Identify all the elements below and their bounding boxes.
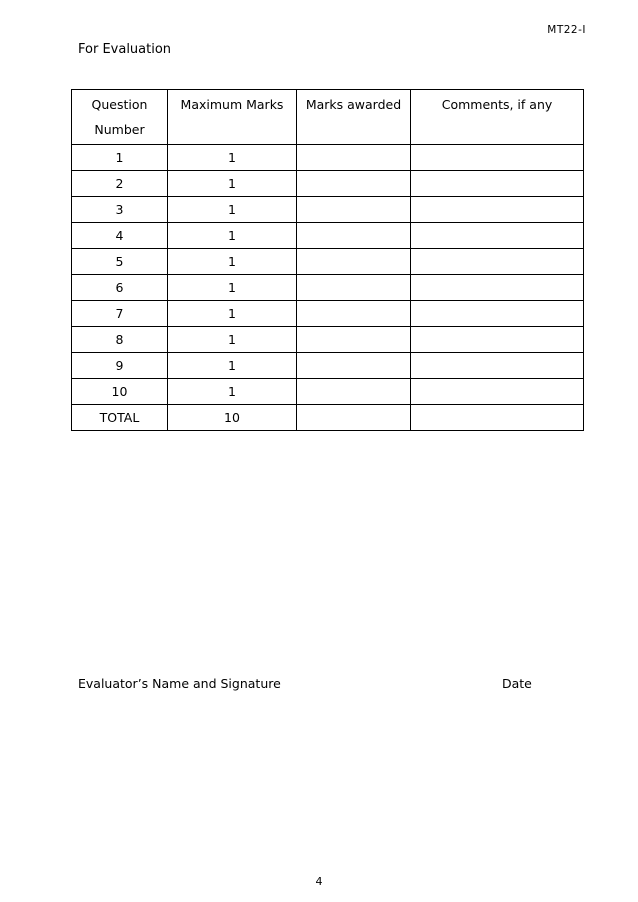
marks-awarded-cell[interactable] xyxy=(297,197,411,223)
header-marks-awarded: Marks awarded xyxy=(297,90,411,145)
max-marks-cell: 1 xyxy=(168,301,297,327)
table-row xyxy=(72,197,584,223)
max-marks-cell: 1 xyxy=(168,249,297,275)
question-number-cell: 2 xyxy=(72,171,168,197)
comments-cell[interactable] xyxy=(411,379,584,405)
max-marks-cell: 1 xyxy=(168,197,297,223)
header-maximum-marks: Maximum Marks xyxy=(168,90,297,145)
max-marks-cell: 1 xyxy=(168,379,297,405)
comments-cell[interactable] xyxy=(411,223,584,249)
max-marks-cell: 1 xyxy=(168,171,297,197)
question-number-cell: 4 xyxy=(72,223,168,249)
max-marks-cell: 1 xyxy=(168,353,297,379)
marks-awarded-cell[interactable] xyxy=(297,223,411,249)
max-marks-cell: 1 xyxy=(168,223,297,249)
total-max-marks-cell: 10 xyxy=(168,405,297,431)
table-row xyxy=(72,353,584,379)
page-number: 4 xyxy=(315,875,323,888)
max-marks-cell: 1 xyxy=(168,145,297,171)
section-heading: For Evaluation xyxy=(78,42,172,57)
marks-awarded-cell[interactable] xyxy=(297,249,411,275)
table-row xyxy=(72,145,584,171)
marks-awarded-cell[interactable] xyxy=(297,275,411,301)
marks-awarded-cell[interactable] xyxy=(297,171,411,197)
total-label-cell: TOTAL xyxy=(72,405,168,431)
table-row xyxy=(72,327,584,353)
header-question-number: Question Number xyxy=(72,90,168,145)
question-number-cell: 8 xyxy=(72,327,168,353)
table-row xyxy=(72,275,584,301)
question-number-cell: 9 xyxy=(72,353,168,379)
comments-cell[interactable] xyxy=(411,353,584,379)
document-code: MT22-I xyxy=(547,24,586,36)
table-row xyxy=(72,171,584,197)
table-row xyxy=(72,379,584,405)
comments-cell[interactable] xyxy=(411,197,584,223)
total-row xyxy=(72,405,584,431)
table-header-row xyxy=(72,90,584,145)
comments-cell[interactable] xyxy=(411,327,584,353)
marks-awarded-cell[interactable] xyxy=(297,301,411,327)
max-marks-cell: 1 xyxy=(168,275,297,301)
table-row xyxy=(72,249,584,275)
date-label: Date xyxy=(502,676,532,691)
question-number-cell: 7 xyxy=(72,301,168,327)
total-marks-awarded-cell[interactable] xyxy=(297,405,411,431)
comments-cell[interactable] xyxy=(411,171,584,197)
marks-awarded-cell[interactable] xyxy=(297,379,411,405)
marks-awarded-cell[interactable] xyxy=(297,145,411,171)
comments-cell[interactable] xyxy=(411,249,584,275)
question-number-cell: 1 xyxy=(72,145,168,171)
question-number-cell: 6 xyxy=(72,275,168,301)
comments-cell[interactable] xyxy=(411,275,584,301)
table-row xyxy=(72,301,584,327)
evaluation-table xyxy=(71,89,584,431)
evaluator-signature-label: Evaluator’s Name and Signature xyxy=(78,676,281,691)
question-number-cell: 5 xyxy=(72,249,168,275)
comments-cell[interactable] xyxy=(411,145,584,171)
question-number-cell: 10 xyxy=(72,379,168,405)
question-number-cell: 3 xyxy=(72,197,168,223)
total-comments-cell[interactable] xyxy=(411,405,584,431)
marks-awarded-cell[interactable] xyxy=(297,353,411,379)
comments-cell[interactable] xyxy=(411,301,584,327)
max-marks-cell: 1 xyxy=(168,327,297,353)
header-comments: Comments, if any xyxy=(411,90,584,145)
marks-awarded-cell[interactable] xyxy=(297,327,411,353)
table-row xyxy=(72,223,584,249)
